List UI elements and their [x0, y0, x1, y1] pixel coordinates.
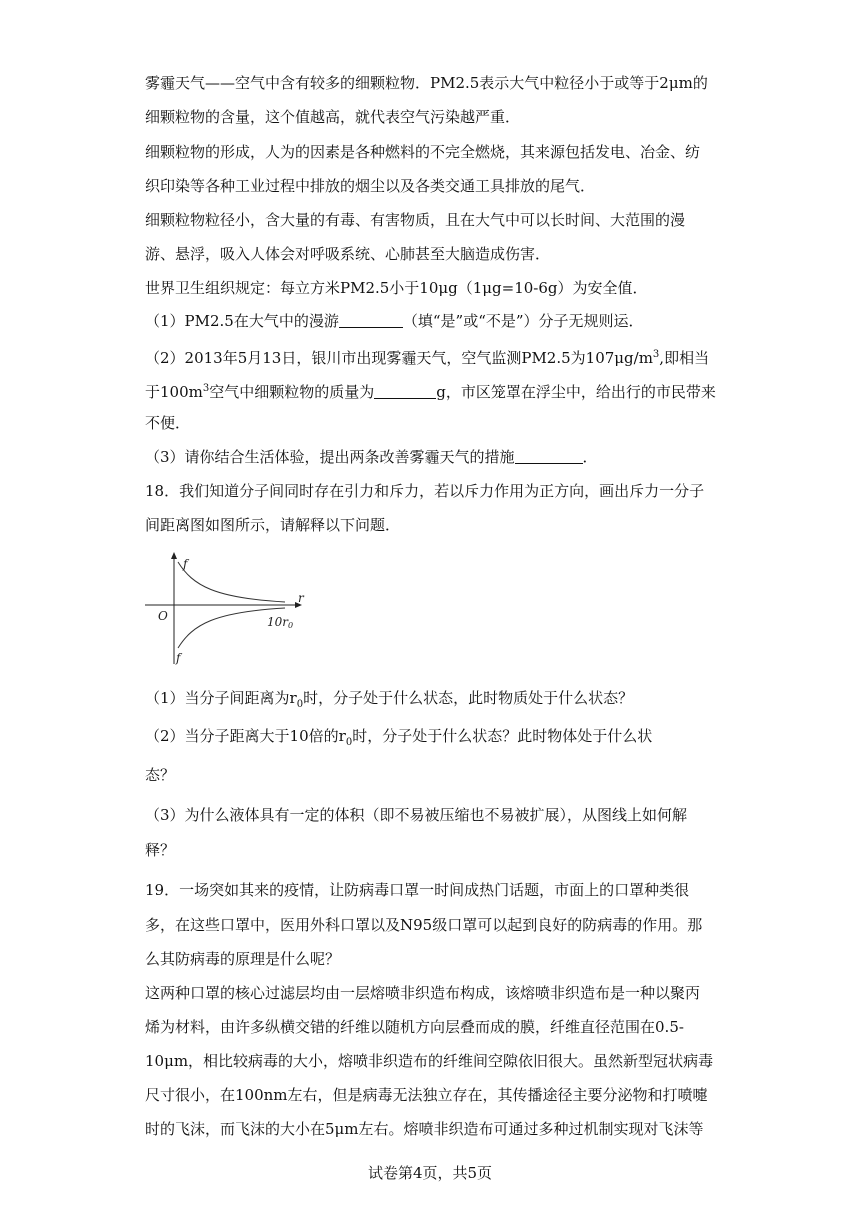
text-line: 这两种口罩的核心过滤层均由一层熔喷非织造布构成，该熔喷非织造布是一种以聚丙 [145, 984, 701, 1002]
question-text: 空气中细颗粒物的质量为 [209, 383, 375, 401]
tick-label-main: 10r [267, 615, 289, 629]
text-line: 游、悬浮，吸入人体会对呼吸系统、心肺甚至大脑造成伤害． [145, 245, 551, 263]
question-text: （1）PM2.5在大气中的漫游 [145, 312, 339, 330]
question-2-cont [145, 379, 716, 402]
problem-18-q2 [145, 726, 652, 753]
superscript: 3 [652, 349, 660, 360]
force-distance-graph [145, 552, 315, 670]
text-line: 么其防病毒的原理是什么呢？ [145, 950, 341, 968]
question-text: （2）2013年5月13日，银川市出现雾霾天气，空气监测PM2.5为107μg/m [145, 349, 653, 367]
problem-18-q3: （3）为什么液体具有一定的体积（即不易被压缩也不易被扩展），从图线上如何解 [145, 806, 688, 824]
text-line: 尺寸很小，在100nm左右，但是病毒无法独立存在，其传播途径主要分泌物和打喷嚏 [145, 1086, 708, 1104]
text-line: 烯为材料，由许多纵横交错的纤维以随机方向层叠而成的膜，纤维直径范围在0.5- [145, 1018, 684, 1036]
text-line: 细颗粒物粒径小，含大量的有毒、有害物质，且在大气中可以长时间、大范围的漫 [145, 211, 686, 229]
r-label: r [298, 591, 304, 605]
question-3 [145, 447, 598, 467]
f-label-bottom: f [176, 651, 181, 665]
question-text: 于100m [145, 383, 203, 401]
f-label-top: f [183, 557, 188, 571]
answer-blank [339, 312, 403, 328]
text-line: 时的飞沫，而飞沫的大小在5μm左右。熔喷非织造布可通过多种过机制实现对飞沫等 [145, 1120, 704, 1138]
question-text: 时，分子处于什么状态，此时物质处于什么状态？ [303, 689, 634, 707]
text-line: 细颗粒物的含量，这个值越高，就代表空气污染越严重． [145, 108, 521, 126]
question-text: （2）当分子距离大于10倍的r [145, 727, 346, 745]
tick-label-sub: 0 [288, 621, 294, 630]
problem-19: 19．一场突如其来的疫情，让防病毒口罩一时间成热门话题，市面上的口罩种类很 [145, 881, 690, 899]
text-line: 世界卫生组织规定：每立方米PM2.5小于10μg（1μg=10-6g）为安全值． [145, 279, 648, 297]
text-line: 不便． [145, 414, 191, 432]
text-line: 态？ [145, 766, 176, 784]
text-line: 织印染等各种工业过程中排放的烟尘以及各类交通工具排放的尾气． [145, 177, 596, 195]
question-text: ． [582, 448, 598, 466]
axis-arrow [171, 552, 177, 559]
text-line: 雾霾天气——空气中含有较多的细颗粒物．PM2.5表示大气中粒径小于或等于2μm的 [145, 74, 708, 92]
question-text: （填“是”或“不是”）分子无规则运． [402, 312, 644, 330]
text-line: 10μm，相比较病毒的大小，熔喷非织造布的纤维间空隙依旧很大。虽然新型冠状病毒 [145, 1052, 714, 1070]
question-text: g，市区笼罩在浮尘中，给出行的市民带来 [436, 383, 716, 401]
answer-blank [515, 448, 583, 464]
tick-label [267, 615, 293, 630]
subscript: 0 [296, 699, 304, 710]
origin-label: O [158, 609, 168, 623]
question-text: （1）当分子间距离为r [145, 689, 297, 707]
repulsion-curve [178, 562, 285, 602]
question-2 [145, 345, 709, 368]
answer-blank [374, 383, 436, 399]
text-line: 间距离图如图所示，请解释以下问题． [145, 516, 401, 534]
question-text: ,即相当 [659, 349, 710, 367]
page-footer: 试卷第4页，共5页 [367, 1164, 493, 1182]
superscript: 3 [202, 383, 210, 394]
subscript: 0 [345, 737, 353, 748]
problem-18: 18．我们知道分子间同时存在引力和斥力，若以斥力作用为正方向，画出斥力一分子 [145, 482, 705, 500]
question-1 [145, 311, 644, 331]
question-text: 时，分子处于什么状态？此时物体处于什么状 [352, 727, 653, 745]
question-text: （3）请你结合生活体验，提出两条改善雾霾天气的措施 [145, 448, 515, 466]
problem-18-q1 [145, 688, 633, 715]
text-line: 细颗粒物的形成，人为的因素是各种燃料的不完全燃烧，其来源包括发电、冶金、纺 [145, 143, 701, 161]
text-line: 多，在这些口罩中，医用外科口罩以及N95级口罩可以起到良好的防病毒的作用。那 [145, 916, 703, 934]
text-line: 释？ [145, 841, 176, 859]
